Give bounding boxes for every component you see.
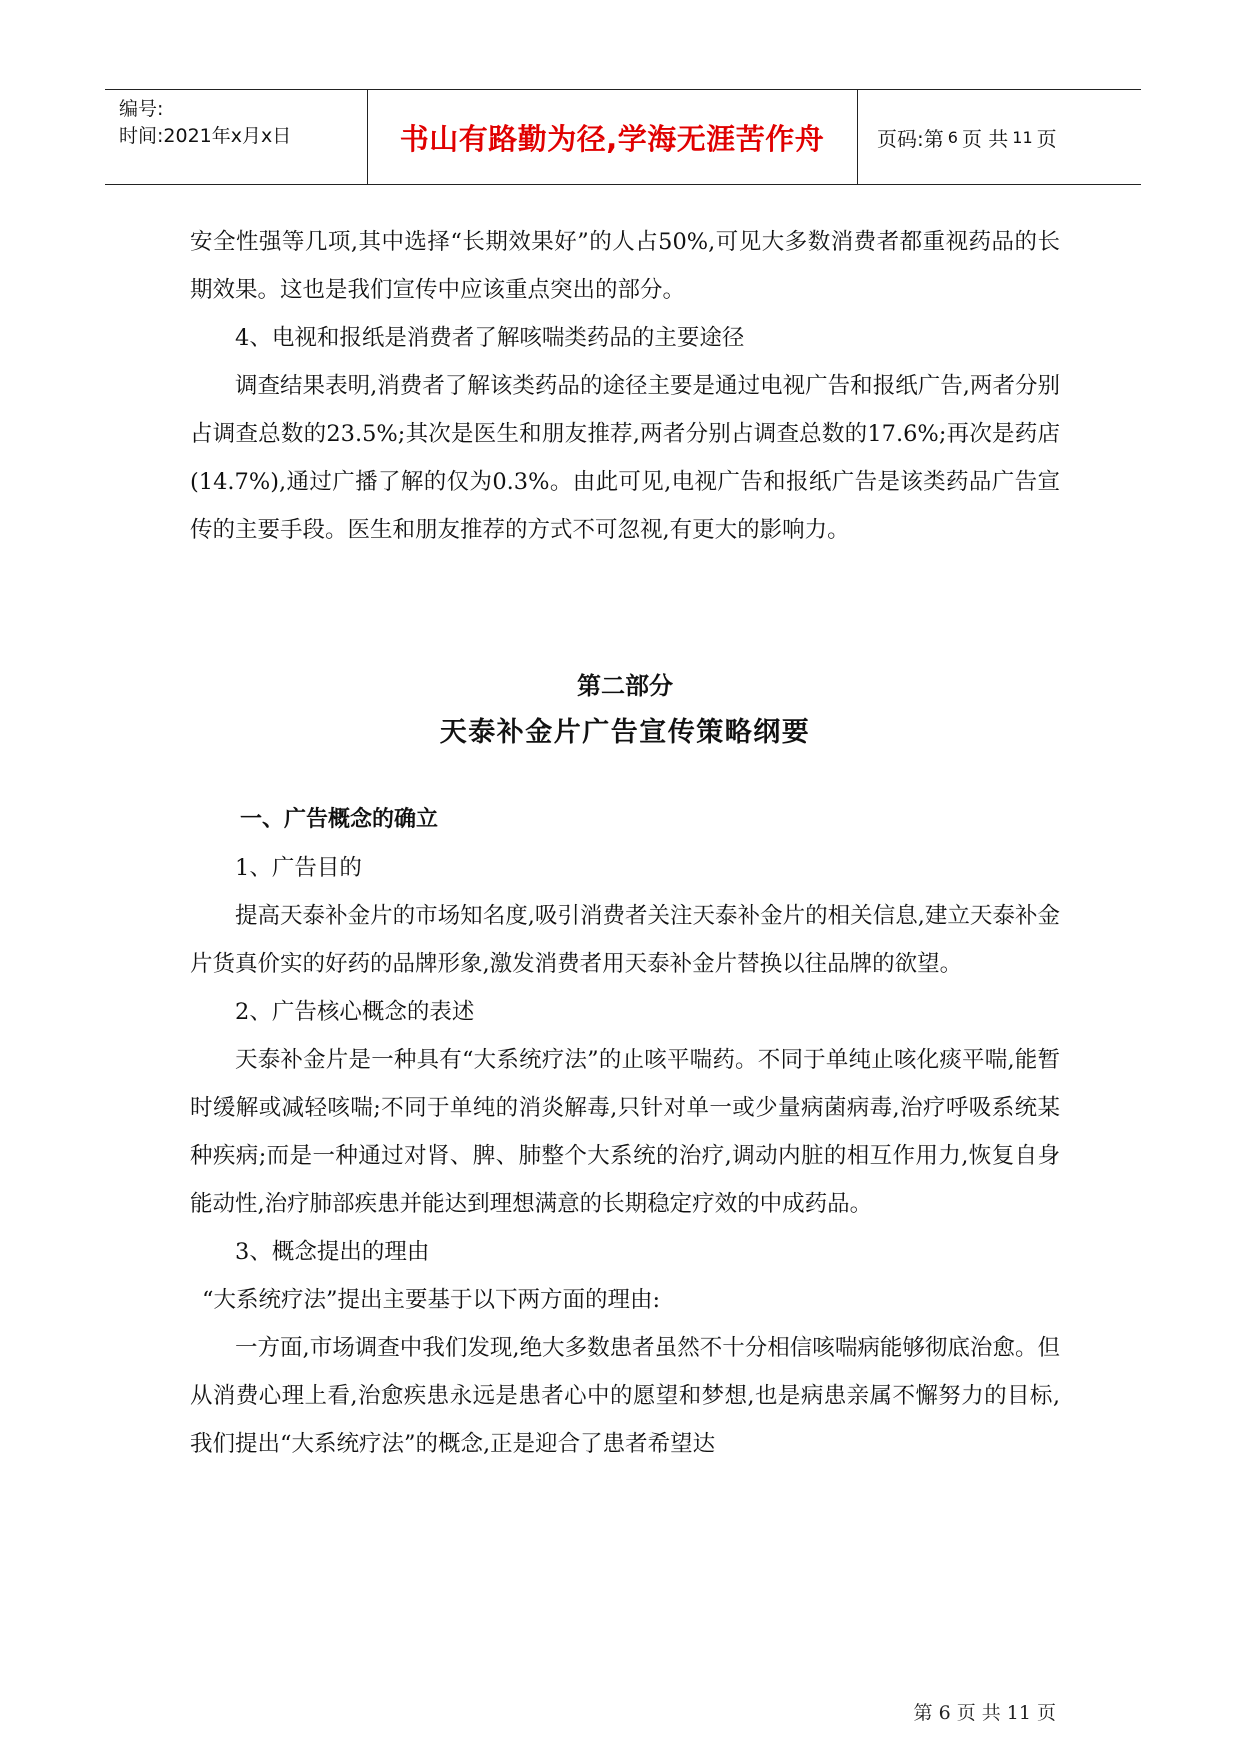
- page-footer: 第 6 页 共 11 页: [913, 1702, 1056, 1724]
- section-heading: 一、广告概念的确立: [240, 807, 439, 832]
- subheading: 1、广告目的: [235, 855, 362, 881]
- part-title: 天泰补金片广告宣传策略纲要: [439, 717, 811, 748]
- paragraph: 安全性强等几项,其中选择“长期效果好”的人占50%,可见大多数消费者都重视药品的长期效果。这也是我们宣传中应该重点突出的部分。: [190, 229, 1060, 303]
- header-page-prefix: 页码:第: [877, 126, 944, 151]
- spacer: [190, 554, 1060, 664]
- header-meta: [119, 96, 291, 150]
- header-time-label: 时间:2021年x月x日: [119, 125, 292, 147]
- paragraph: 天泰补金片是一种具有“大系统疗法”的止咳平喘药。不同于单纯止咳化痰平喘,能暂时缓解或减轻咳喘;不同于单纯的消炎解毒,只针对单一或少量病菌病毒,治疗呼吸系统某种疾病;而是一种通过对肾、脾、肺整个大系统的治疗,调动内脏的相互作用力,恢复自身能动性,治疗肺部疾患并能达到理想满意的长期稳定疗效的中成药品。: [190, 1047, 1060, 1217]
- paragraph: 提高天泰补金片的市场知名度,吸引消费者关注天泰补金片的相关信息,建立天泰补金片货真价实的好药的品牌形象,激发消费者用天泰补金片替换以往品牌的欲望。: [190, 903, 1060, 977]
- header-page-total: 11: [1012, 127, 1033, 147]
- header-page-info: [867, 90, 1141, 184]
- header-divider: [857, 90, 858, 184]
- subheading: 2、广告核心概念的表述: [235, 999, 475, 1025]
- header-page-suffix: 页: [1036, 126, 1057, 151]
- document-header: [105, 89, 1141, 185]
- header-number-label: 编号:: [119, 98, 164, 120]
- header-page-current: 6: [947, 127, 958, 147]
- part-heading: 第二部分: [577, 671, 673, 700]
- subheading: 4、电视和报纸是消费者了解咳喘类药品的主要途径: [235, 325, 745, 351]
- paragraph: 调查结果表明,消费者了解该类药品的途径主要是通过电视广告和报纸广告,两者分别占调查总数的23.5%;其次是医生和朋友推荐,两者分别占调查总数的17.6%;再次是药店(14.7%),通过广播了解的仅为0.3%。由此可见,电视广告和报纸广告是该类药品广告宣传的主要手段。医生和朋友推荐的方式不可忽视,有更大的影响力。: [190, 373, 1060, 543]
- header-page-mid: 页 共: [961, 126, 1009, 151]
- paragraph: 一方面,市场调查中我们发现,绝大多数患者虽然不十分相信咳喘病能够彻底治愈。但从消费心理上看,治愈疾患永远是患者心中的愿望和梦想,也是病患亲属不懈努力的目标,我们提出“大系统疗法”的概念,正是迎合了患者希望达: [190, 1335, 1060, 1457]
- document-body: [190, 218, 1060, 1468]
- spacer: [190, 758, 1060, 796]
- paragraph: “大系统疗法”提出主要基于以下两方面的理由:: [202, 1287, 661, 1313]
- subheading: 3、概念提出的理由: [235, 1239, 430, 1265]
- header-motto: 书山有路勤为径,学海无涯苦作舟: [399, 121, 825, 156]
